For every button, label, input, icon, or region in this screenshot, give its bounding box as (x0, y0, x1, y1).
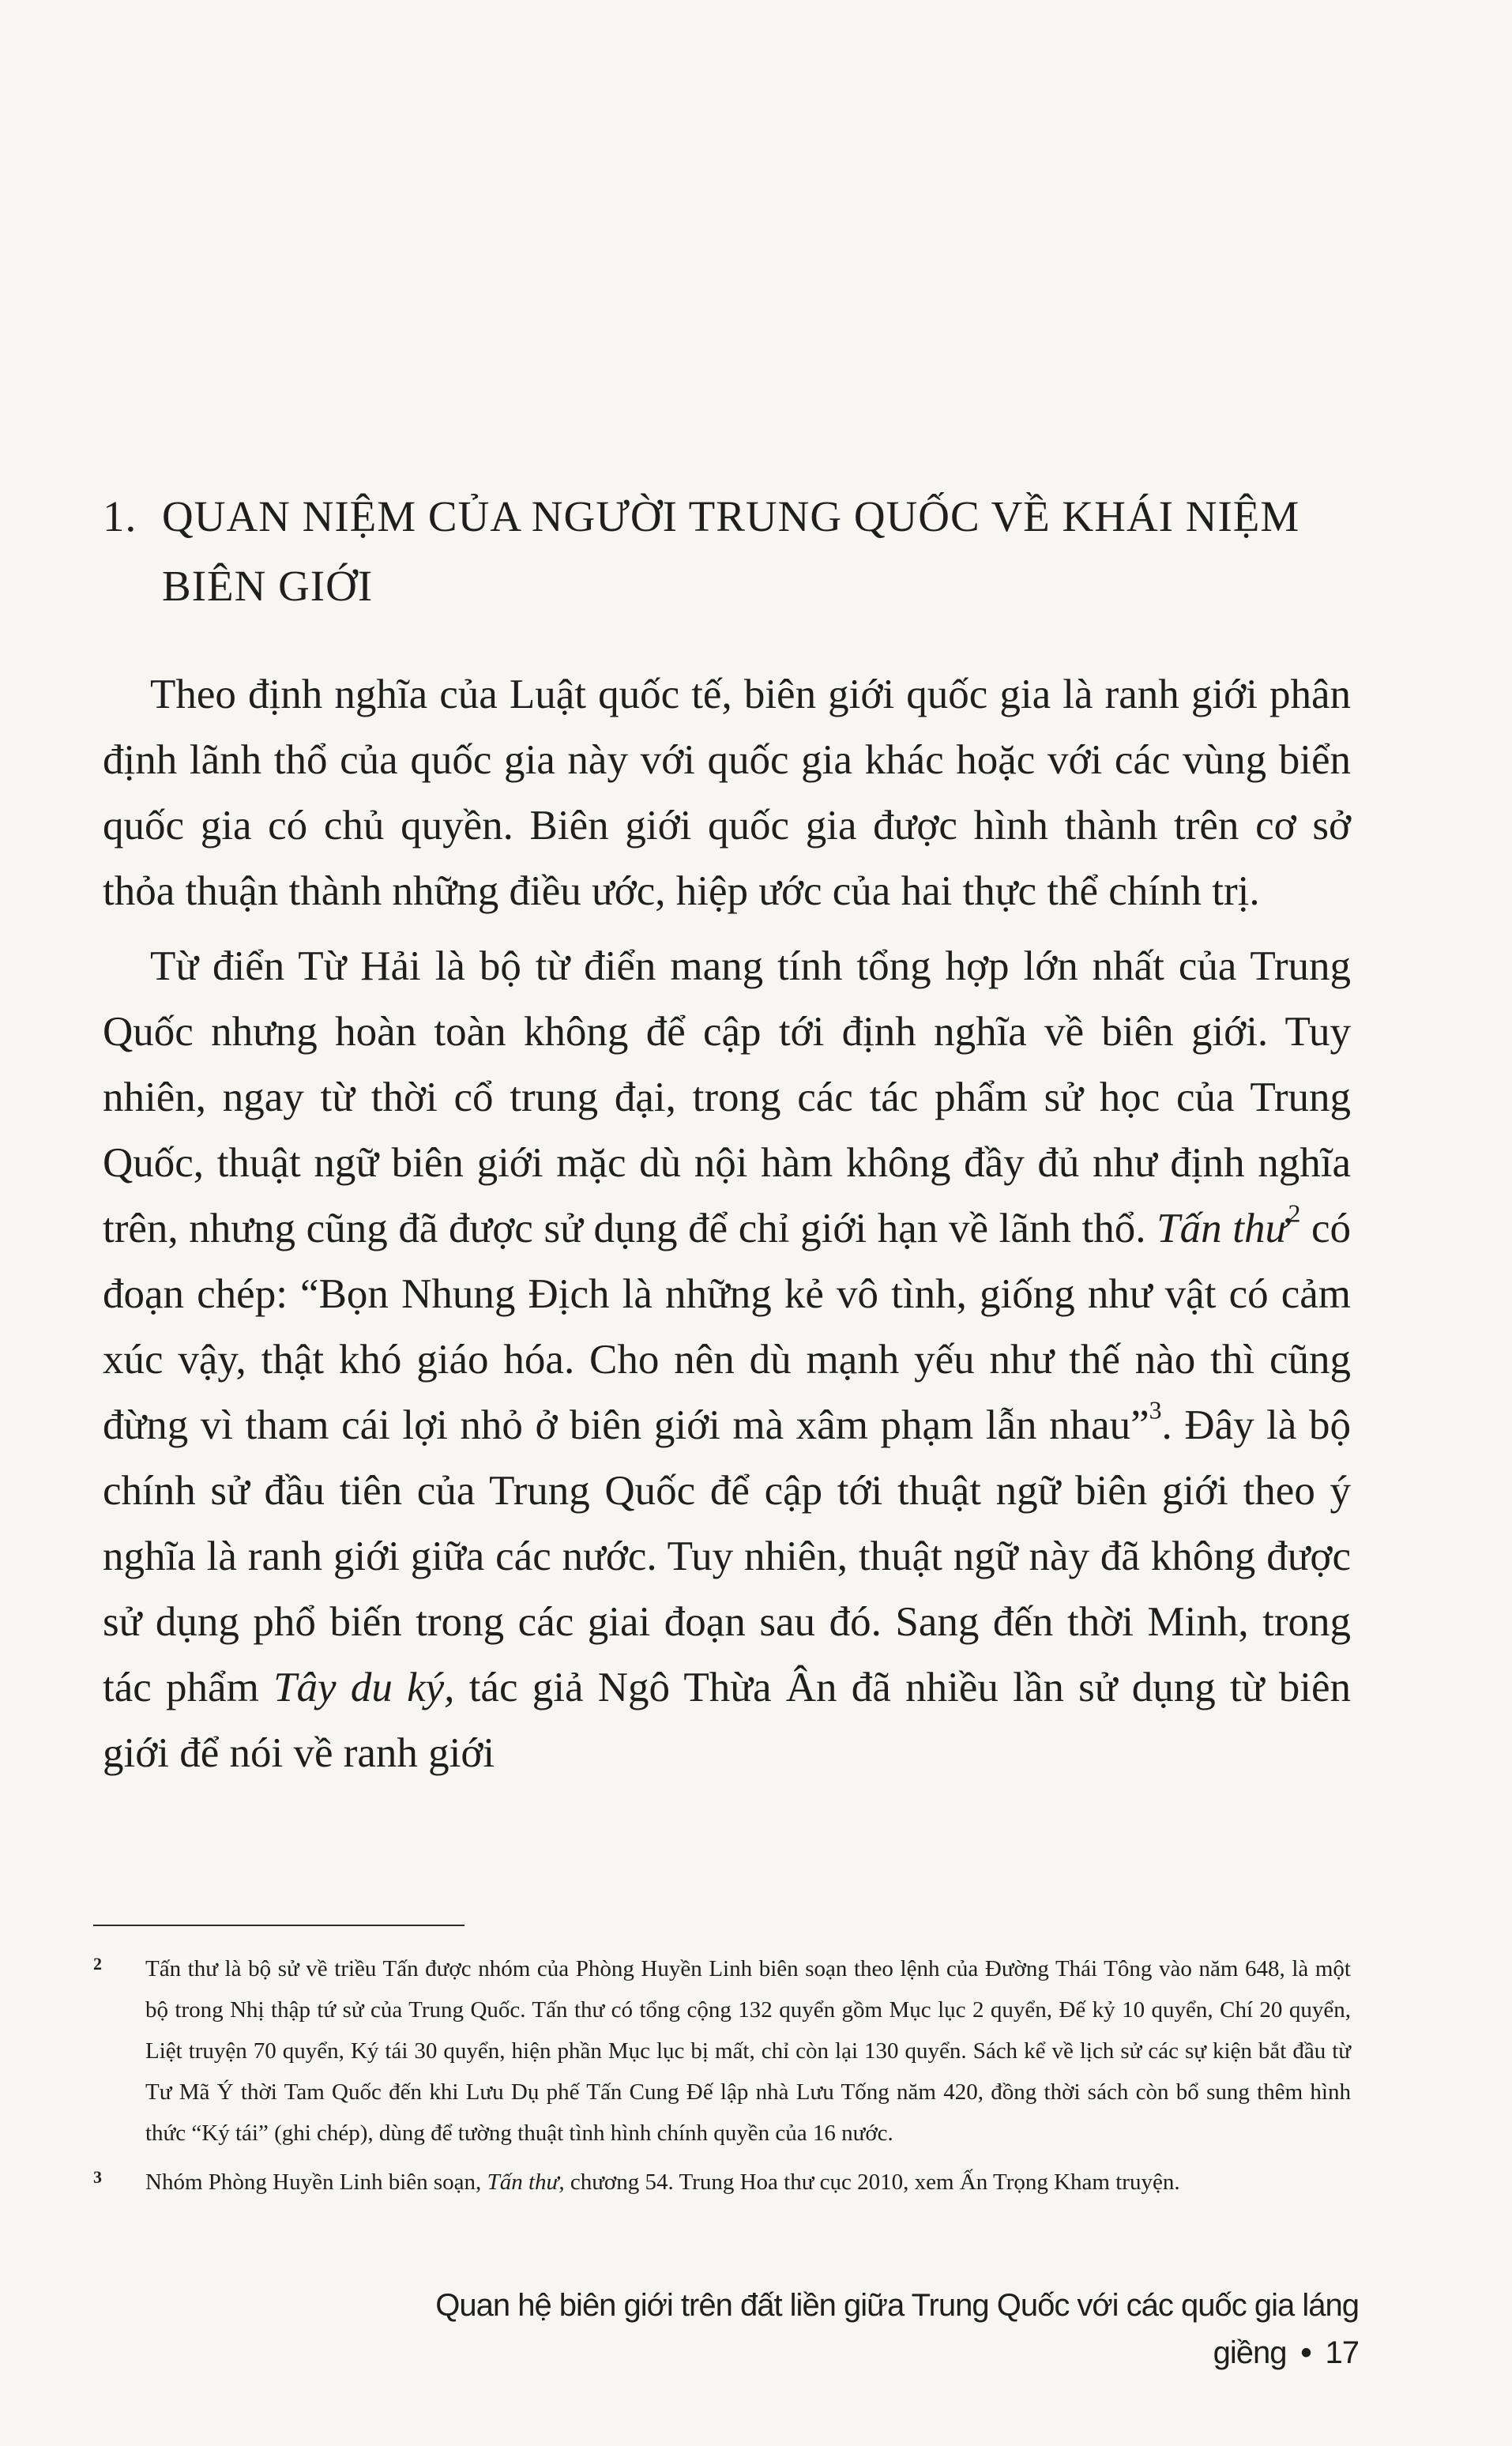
paragraph-2-part-a: Từ điển Từ Hải là bộ từ điển mang tính tổng hợp lớn nhất của Trung Quốc nhưng hoàn toàn không để cập tới định nghĩa về biên giới. Tuy nhiên, ngay từ thời cổ trung đại, trong các tác phẩm sử học của Trung Quốc, thuật ngữ biên giới mặc dù nội hàm không đầy đủ như định nghĩa trên, nhưng cũng đã được sử dụng để chỉ giới hạn về lãnh thổ. (103, 943, 1351, 1251)
footnote-text (145, 2162, 1351, 2203)
body-text (103, 662, 1351, 1786)
page-number: 17 (1325, 2335, 1359, 2370)
book-title-tan-thu: Tấn thư (1157, 1206, 1288, 1251)
footnote-3 (93, 2162, 1351, 2203)
footer-book-title: Quan hệ biên giới trên đất liền giữa Trung Quốc với các quốc gia láng giềng (435, 2288, 1359, 2370)
paragraph-2 (103, 934, 1351, 1786)
section-title-line1: QUAN NIỆM CỦA NGƯỜI TRUNG QUỐC VỀ KHÁI NIỆM (162, 492, 1300, 540)
footnote-2 (93, 1948, 1351, 2154)
footnote-text: Tấn thư là bộ sử về triều Tấn được nhóm của Phòng Huyền Linh biên soạn theo lệnh của Đường Thái Tông vào năm 648, là một bộ trong Nhị thập tứ sử của Trung Quốc. Tấn thư có tổng cộng 132 quyển gồm Mục lục 2 quyển, Đế kỷ 10 quyển, Chí 20 quyển, Liệt truyện 70 quyển, Ký tái 30 quyển, hiện phần Mục lục bị mất, chỉ còn lại 130 quyển. Sách kể về lịch sử các sự kiện bắt đầu từ Tư Mã Ý thời Tam Quốc đến khi Lưu Dụ phế Tấn Cung Đế lập nhà Lưu Tống năm 420, đồng thời sách còn bổ sung thêm hình thức “Ký tái” (ghi chép), dùng để tường thuật tình hình chính quyền của 16 nước. (145, 1956, 1351, 2146)
paragraph-2-part-b: có đoạn chép: “Bọn Nhung Địch là những kẻ vô tình, giống như vật có cảm xúc vậy, thật khó giáo hóa. Cho nên dù mạnh yếu như thế nào thì cũng đừng vì tham cái lợi nhỏ ở biên giới mà xâm phạm lẫn nhau” (103, 1206, 1352, 1448)
footnote-number: 3 (93, 2167, 102, 2187)
section-title-line2: BIÊN GIỚI (162, 562, 374, 610)
footnote-book-title: Tấn thư, (487, 2169, 565, 2195)
section-heading (103, 482, 1367, 621)
footnote-ref-3[interactable]: 3 (1149, 1396, 1162, 1424)
section-number: 1. (103, 492, 137, 540)
footnote-text-b: chương 54. Trung Hoa thư cục 2010, xem Ấn Trọng Kham truyện. (570, 2169, 1180, 2195)
running-footer (419, 2282, 1359, 2376)
footnote-text-a: Nhóm Phòng Huyền Linh biên soạn, (145, 2169, 482, 2195)
footnote-number: 2 (93, 1954, 102, 1974)
book-title-tay-du-ky: Tây du ký, (273, 1665, 455, 1710)
footnotes (93, 1948, 1351, 2203)
paragraph-1: Theo định nghĩa của Luật quốc tế, biên giới quốc gia là ranh giới phân định lãnh thổ của quốc gia này với quốc gia khác hoặc với các vùng biển quốc gia có chủ quyền. Biên giới quốc gia được hình thành trên cơ sở thỏa thuận thành những điều ước, hiệp ước của hai thực thể chính trị. (103, 672, 1351, 914)
footer-bullet: • (1300, 2335, 1311, 2370)
footnote-ref-2[interactable]: 2 (1288, 1199, 1301, 1228)
footnote-divider (93, 1925, 465, 1926)
paragraph-2-part-c: . Đây là bộ chính sử đầu tiên của Trung Quốc để cập tới thuật ngữ biên giới theo ý nghĩa là ranh giới giữa các nước. Tuy nhiên, thuật ngữ này đã không được sử dụng phổ biến trong các giai đoạn sau đó. Sang đến thời Minh, trong tác phẩm (103, 1402, 1351, 1710)
paragraph-2-part-d: tác giả Ngô Thừa Ân đã nhiều lần sử dụng từ biên giới để nói về ranh giới (103, 1665, 1352, 1776)
